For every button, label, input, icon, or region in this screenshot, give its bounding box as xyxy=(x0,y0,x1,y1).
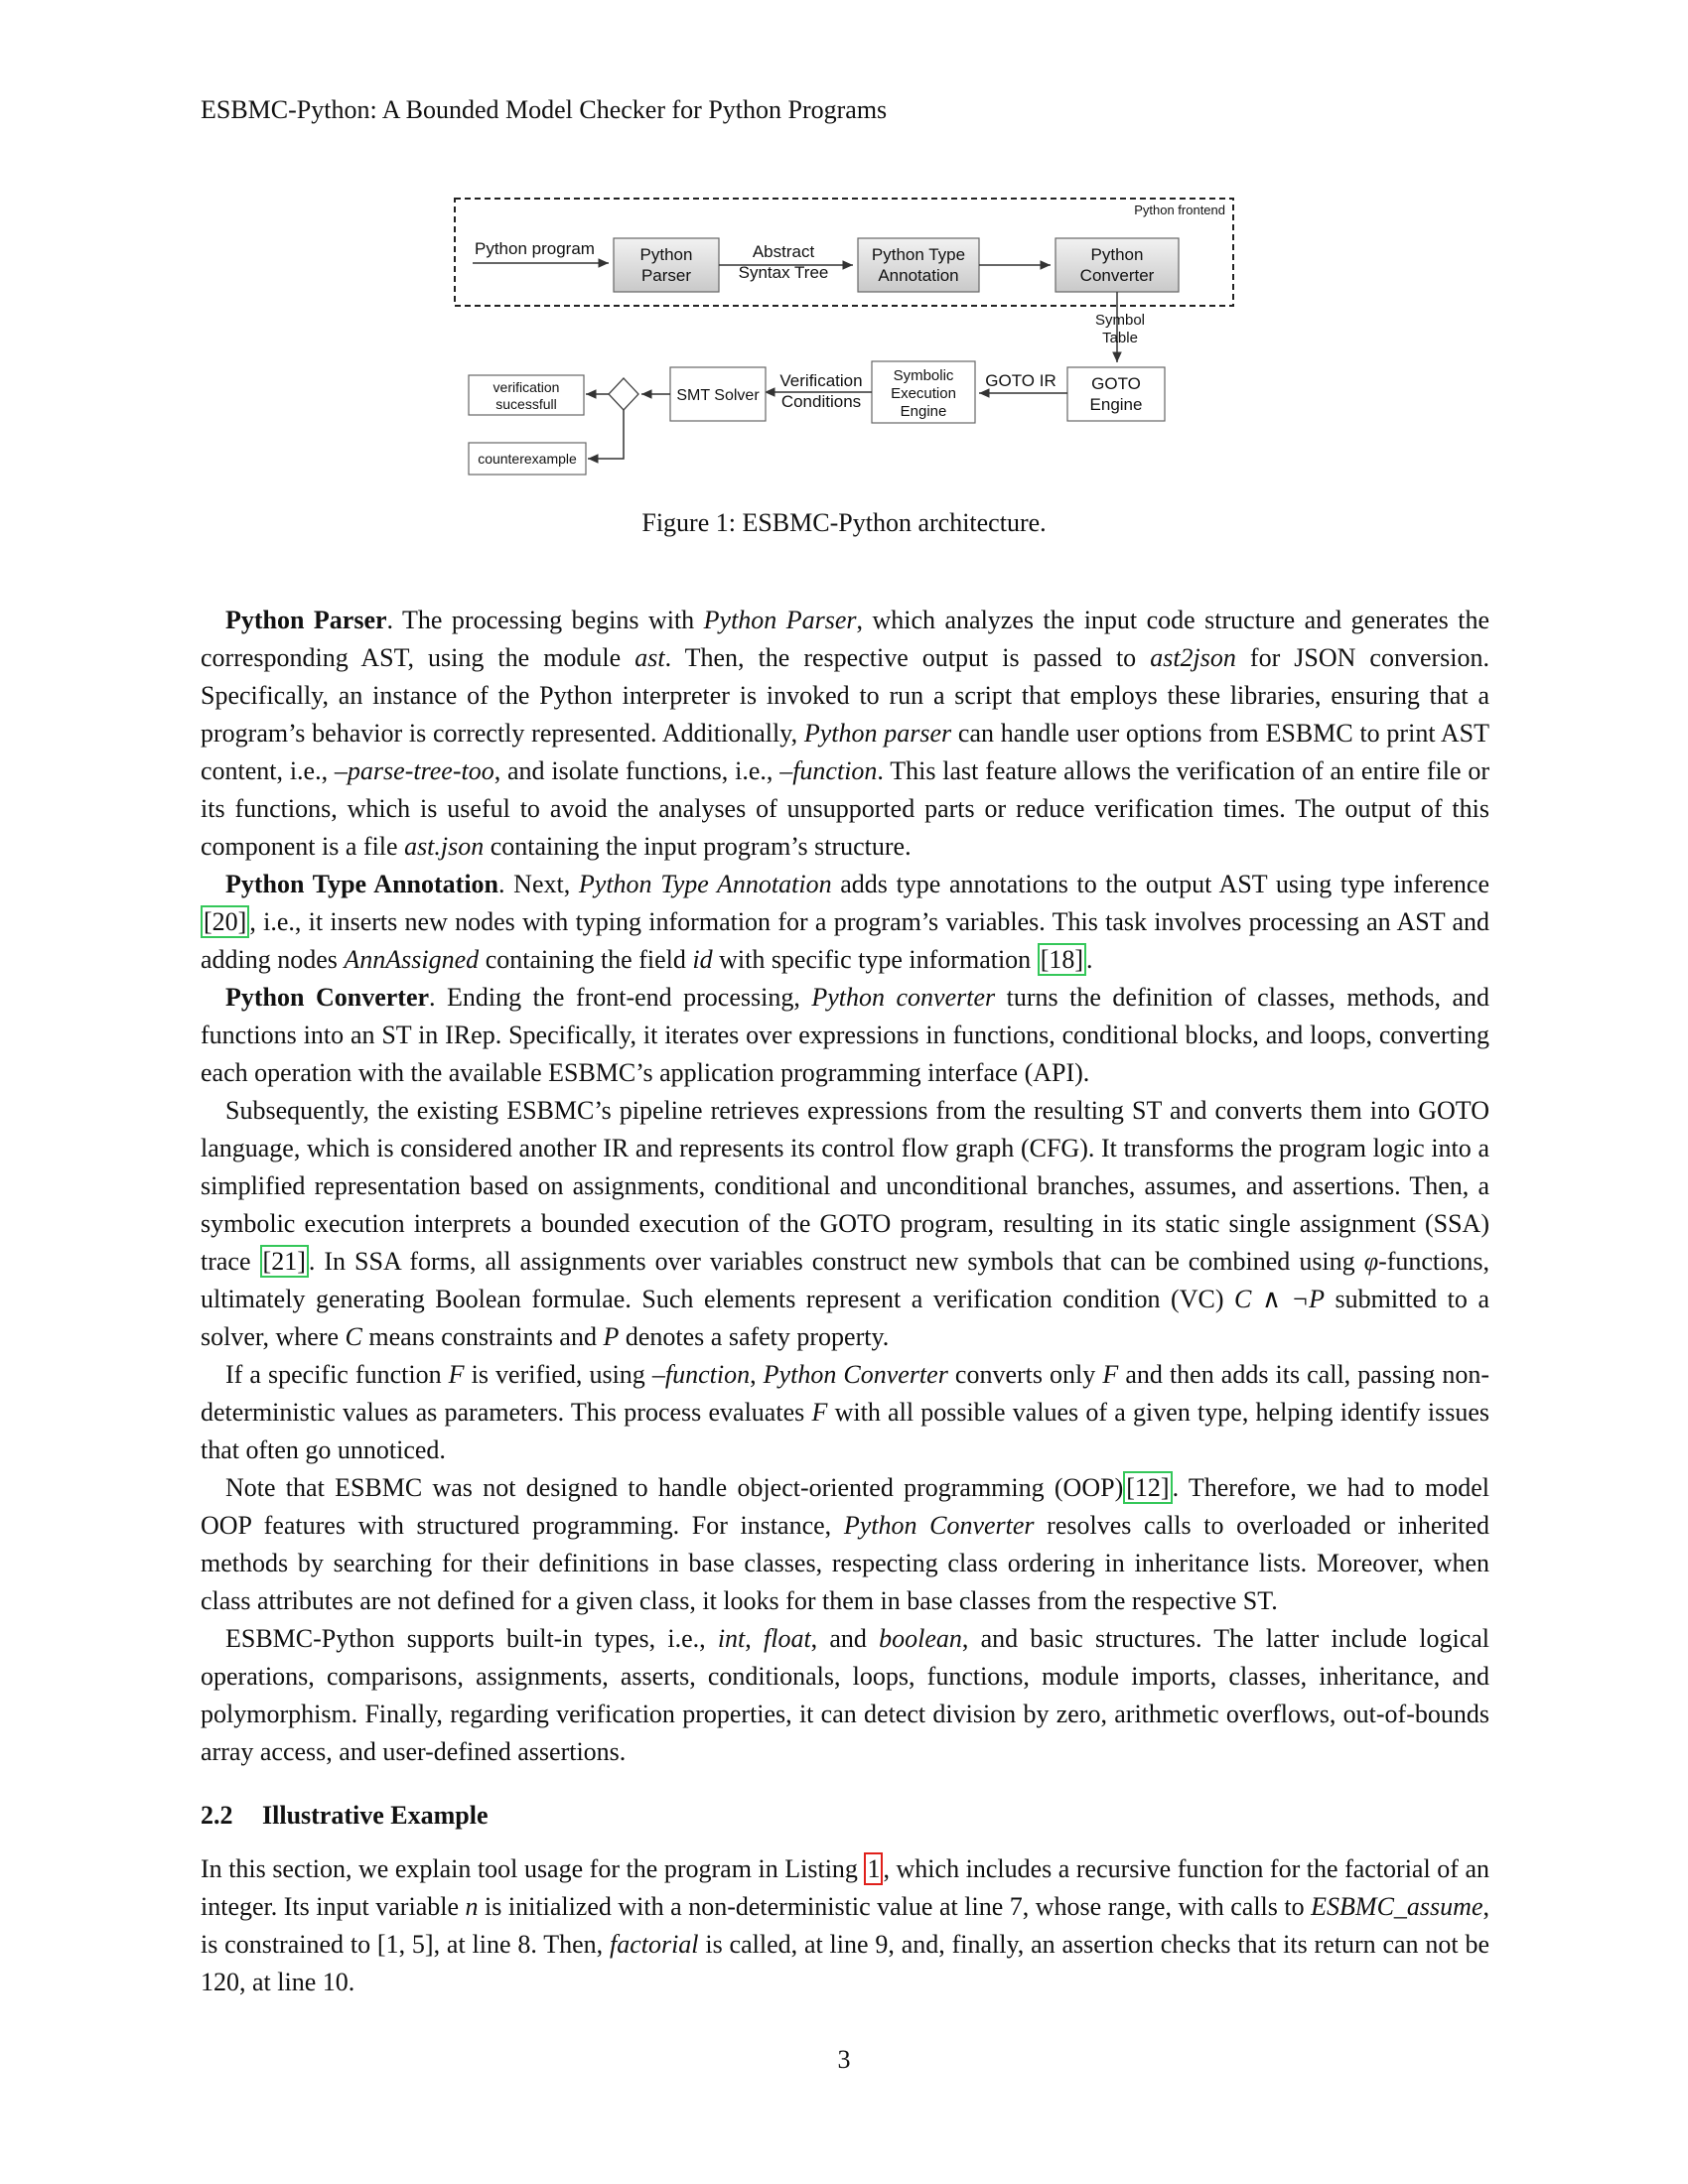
citation-link[interactable]: [21] xyxy=(260,1245,309,1278)
paragraph-supported-features: ESBMC-Python supports built-in types, i.e., int, float, and boolean, and basic structures. The latter include logical operations, comparisons, assignments, asserts, conditionals, loops, functions, module imports, classes, inheritance, and polymorphism. Finally, regarding verification properties, it can detect division by zero, arithmetic overflows, out-of-bounds array access, and user-defined assertions. xyxy=(201,1624,1490,1766)
ast-label-line2: Syntax Tree xyxy=(738,263,829,282)
decision-diamond xyxy=(609,378,638,410)
paragraph-title: Python Parser xyxy=(225,606,387,634)
smt-solver-label: SMT Solver xyxy=(676,387,760,404)
paragraph-type-annotation: Python Type Annotation. Next, Python Type Annotation adds type annotations to the output AST using type inference [20] , i.e., it inserts new nodes with typing information for a program’s variables. This task involves processing an AST and adding nodes AnnAssigned containing the field id with specific type information [18] . xyxy=(201,870,1490,974)
python-program-label: Python program xyxy=(475,239,595,258)
paragraph-illustrative-example: In this section, we explain tool usage for the program in Listing 1 , which includes a recursive function for the factorial of an integer. Its input variable n is initialized with a non-deterministic value at line 7, whose range, with calls to ESBMC_assume, is constrained to [1, 5], at line 8. Then, factorial is called, at line 9, and, finally, an assertion checks that its return can not be 120, at line 10. xyxy=(201,1854,1489,1996)
paragraph-python-converter: Python Converter. Ending the front-end processing, Python converter turns the definition of classes, methods, and functions into an ST in IRep. Specifically, it iterates over expressions in functions, conditional blocks, and loops, converting each operation with the available ESBMC’s application programming interface (API). xyxy=(201,983,1490,1087)
section-number: 2.2 xyxy=(201,1801,233,1830)
arrow-decision-to-counterexample xyxy=(588,410,624,459)
section-heading xyxy=(201,1797,1489,1835)
symex-line1: Symbolic xyxy=(893,367,954,384)
paragraph-pipeline: Subsequently, the existing ESBMC’s pipeline retrieves expressions from the resulting ST and converts them into GOTO language, which is considered another IR and represents its control flow graph (CFG). It transforms the program logic into a simplified representation based on assignments, conditional and unconditional branches, assumes, and assertions. Then, a symbolic execution interprets a bounded execution of the GOTO program, resulting in its static single assignment (SSA) trace [21] . In SSA forms, all assignments over variables construct new symbols that can be combined using φ-functions, ultimately generating Boolean formulae. Such elements represent a verification condition (VC) C ∧ ¬P submitted to a solver, where C means constraints and P denotes a safety property. xyxy=(201,1096,1489,1351)
page-number: 3 xyxy=(837,2045,851,2074)
running-title: ESBMC-Python: A Bounded Model Checker for Python Programs xyxy=(201,95,888,124)
symbol-table-line1: Symbol xyxy=(1094,312,1146,329)
symbol-table-line2: Table xyxy=(1102,330,1138,346)
figure-caption: Figure 1: ESBMC-Python architecture. xyxy=(641,508,1047,537)
goto-engine-line1: GOTO xyxy=(1091,374,1141,393)
section-title: Illustrative Example xyxy=(262,1801,489,1830)
architecture-diagram xyxy=(453,195,1237,482)
symex-line2: Execution xyxy=(891,385,956,402)
citation-link[interactable]: [12] xyxy=(1123,1471,1172,1504)
goto-engine-line2: Engine xyxy=(1089,395,1143,414)
type-annotation-line2: Annotation xyxy=(878,266,959,285)
architecture-figure xyxy=(453,195,1237,482)
paragraph-python-parser: Python Parser. The processing begins with Python Parser, which analyzes the input code structure and generates the corresponding AST, using the module ast. Then, the respective output is passed to ast2json for JSON conversion. Specifically, an instance of the Python interpreter is invoked to run a script that employs these libraries, ensuring that a program’s behavior is correctly represented. Additionally, Python parser can handle user options from ESBMC to print AST content, i.e., –parse-tree-too, and isolate functions, i.e., –function. This last feature allows the verification of an entire file or its functions, which is useful to avoid the analyses of unsupported parts or reduce verification times. The output of this component is a file ast.json containing the input program’s structure. xyxy=(201,606,1490,861)
type-annotation-line1: Python Type xyxy=(871,245,966,264)
symex-line3: Engine xyxy=(900,403,947,420)
listing-reference-link[interactable]: 1 xyxy=(864,1852,883,1885)
converter-line1: Python xyxy=(1090,245,1144,264)
body-text xyxy=(201,602,1489,2001)
converter-line2: Converter xyxy=(1079,266,1155,285)
paragraph-title: Python Converter xyxy=(225,983,430,1012)
python-parser-line2: Parser xyxy=(640,266,692,285)
verification-ok-line2: sucessfull xyxy=(495,396,557,412)
counterexample-label: counterexample xyxy=(478,451,577,467)
paragraph-oop: Note that ESBMC was not designed to handle object-oriented programming (OOP) [12] . Therefore, we had to model OOP features with structured programming. For instance, Python Converter resolves calls to overloaded or inherited methods by searching for their definitions in base classes, respecting class ordering in inheritance lists. Moreover, when class attributes are not defined for a given class, it looks for them in base classes from the respective ST. xyxy=(201,1473,1489,1615)
citation-link[interactable]: [20] xyxy=(201,905,249,938)
ast-label-line1: Abstract xyxy=(752,242,815,261)
python-parser-line1: Python xyxy=(639,245,693,264)
vc-line1: Verification xyxy=(779,371,863,390)
paragraph-function-verification: If a specific function F is verified, using –function, Python Converter converts only F and then adds its call, passing non-deterministic values as parameters. This process evaluates F with all possible values of a given type, helping identify issues that often go unnoticed. xyxy=(201,1360,1489,1464)
python-frontend-label: Python frontend xyxy=(1134,203,1225,217)
citation-link[interactable]: [18] xyxy=(1038,943,1086,976)
vc-line2: Conditions xyxy=(780,392,862,411)
paragraph-title: Python Type Annotation xyxy=(225,870,498,898)
verification-ok-line1: verification xyxy=(492,379,560,395)
goto-ir-label: GOTO IR xyxy=(985,371,1056,390)
